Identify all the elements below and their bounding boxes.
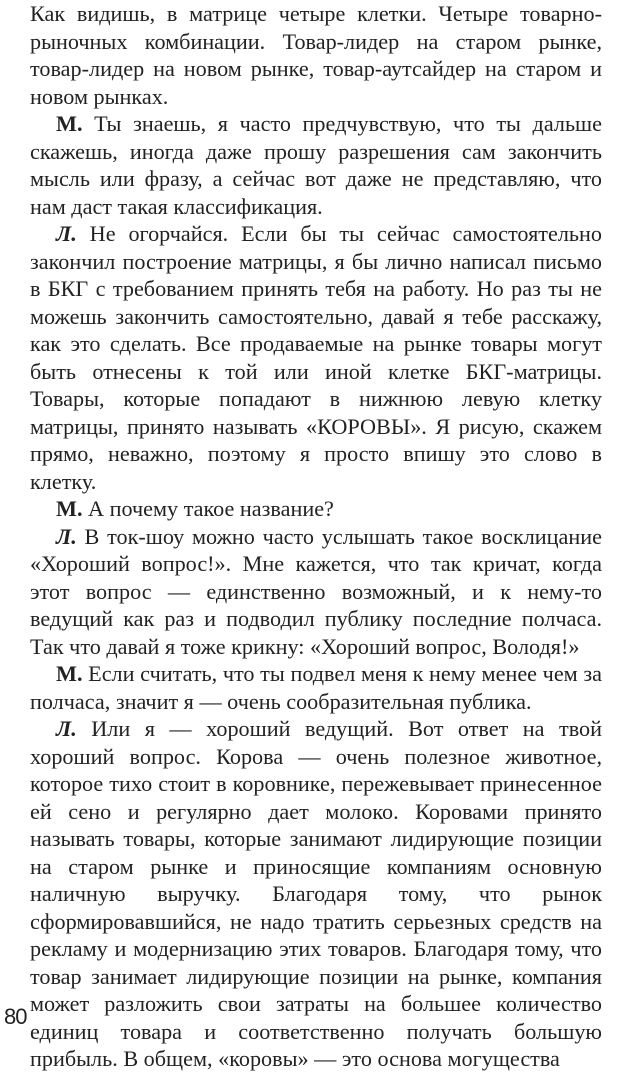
paragraph-intro [30,0,602,110]
paragraph-text: А почему такое название? [82,496,334,521]
paragraph-text: Ты знаешь, я часто предчувствую, что ты дальше скажешь, иногда даже прошу разрешения сам закончить мысль или фразу, а сейчас вот даже не представляю, что нам даст такая классификация. [30,111,602,219]
paragraph-text: Или я — хороший ведущий. Вот ответ на твой хороший вопрос. Корова — очень полезное животное, которое тихо стоит в коровнике, пережевывает принесенное ей сено и регулярно дает молоко. Коровами принято называть товары, которые занимают лидирующие позиции на старом рынке и приносящие компаниям основную наличную выручку. Благодаря тому, что рынок сформировавшийся, не надо тратить серьезных средств на рекламу и модернизацию этих товаров. Благодаря тому, что товар занимает лидирующие позиции на рынке, компания может разложить свои затраты на большее количество единиц товара и соответственно получать большую прибыль. В общем, «коровы» — это основа могущества [30,716,602,1071]
paragraph-l-2 [30,523,602,661]
paragraph-m-1 [30,110,602,220]
page-body [30,0,602,1073]
speaker-label: М. [56,496,83,521]
paragraph-l-1 [30,220,602,495]
page-number: 80 [4,1004,27,1029]
speaker-label: Л. [56,221,77,246]
paragraph-l-3 [30,715,602,1073]
speaker-label: Л. [56,716,77,741]
speaker-label: Л. [56,523,77,549]
speaker-label: М. [56,661,83,686]
paragraph-text: Если считать, что ты подвел меня к нему менее чем за полчаса, значит я — очень сообразительная публика. [30,661,602,714]
paragraph-text: Не огорчайся. Если бы ты сейчас самостоятельно закончил построение матрицы, я бы лично написал письмо в БКГ с требованием принять тебя на работу. Но раз ты не можешь закончить самостоятельно, давай я тебе расскажу, как это сделать. Все продаваемые на рынке товары могут быть отнесены к той или иной клетке БКГ-матрицы. Товары, которые попадают в нижнюю левую клетку матрицы, принято называть «КОРОВЫ». Я рисую, скажем прямо, неважно, поэтому я просто впишу это слово в клетку. [30,221,602,494]
paragraph-text: В ток-шоу можно часто услышать такое восклицание «Хороший вопрос!». Мне кажется, что так кричат, когда этот вопрос — единственно возможный, и к нему-то ведущий как раз и подводил публику последние полчаса. Так что давай я тоже крикну: «Хороший вопрос, Володя!» [30,523,602,659]
paragraph-m-2 [30,495,602,523]
paragraph-text: Как видишь, в матрице четыре клетки. Четыре товарно-рыночных комбинации. Товар-лидер на старом рынке, товар-лидер на новом рынке, товар-аутсайдер на старом и новом рынках. [30,1,602,109]
paragraph-m-3 [30,660,602,715]
speaker-label: М. [56,111,83,136]
